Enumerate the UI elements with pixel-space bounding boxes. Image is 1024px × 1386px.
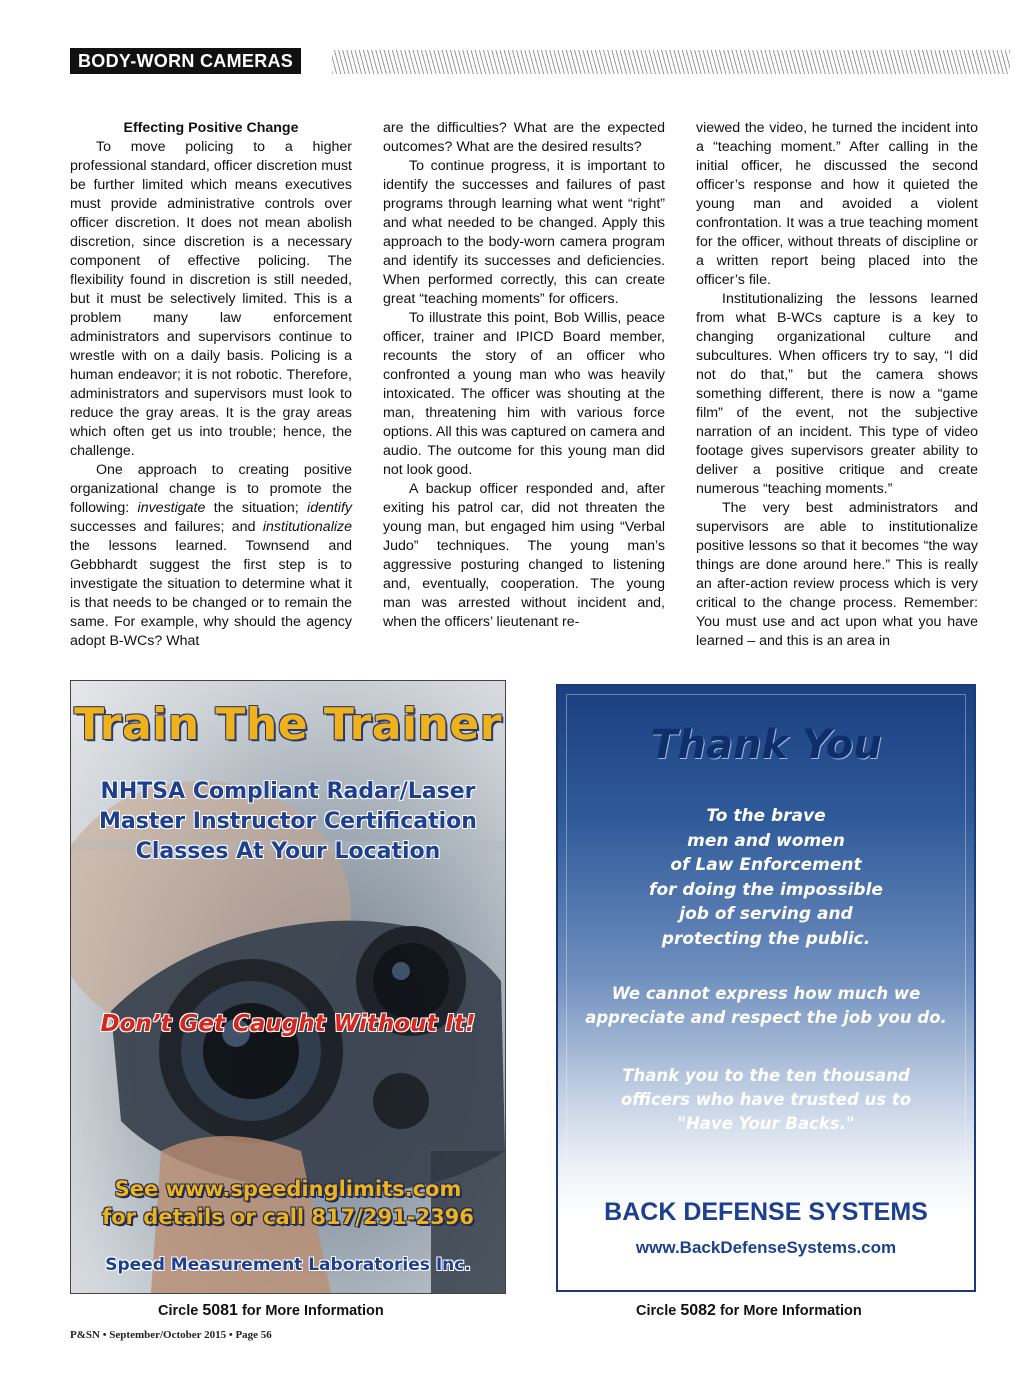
ad-message-line: job of serving and	[679, 904, 853, 924]
article-column-1	[70, 119, 352, 651]
ad-subheadline-line: Master Instructor Certification	[99, 809, 477, 834]
section-label: BODY-WORN CAMERAS	[70, 48, 301, 74]
reader-service-circle-5082	[636, 1302, 862, 1320]
article-paragraph: viewed the video, he turned the incident into a “teaching moment.” After calling in the initial officer, he discussed the second officer’s response and how it quieted the young man and avoided a violent confrontation. It was a true teaching moment for the officer, without threats of discipline or a written report being placed into the officer’s file.	[696, 120, 978, 288]
ad-message-line: "Have Your Backs."	[677, 1114, 855, 1133]
ad-subheadline	[71, 777, 505, 867]
article-paragraph: A backup officer responded and, after exiting his patrol car, did not threaten the young man, but engaged him using “Verbal Judo” techniques. The young man’s aggressive posturing changed to listening and, eventually, cooperation. The young man was arrested without incident and, when the officers’ lieutenant re-	[383, 481, 665, 630]
back-defense-systems-ad[interactable]	[556, 684, 976, 1292]
ad-message-line: of Law Enforcement	[670, 855, 862, 875]
emphasis-text: identify	[307, 500, 352, 516]
circle-number: 5081	[202, 1302, 238, 1319]
ad-tagline: Don’t Get Caught Without It!	[100, 1011, 476, 1037]
ad-message-line: officers who have trusted us to	[620, 1090, 912, 1109]
circle-prefix: Circle	[636, 1303, 681, 1319]
article-paragraph: To continue progress, it is important to identify the successes and failures of past programs through learning what went “right” and what needed to be changed. Apply this approach to the body-worn camera program and identify its successes and deficiencies. When performed correctly, this can create great “teaching moments” for officers.	[383, 158, 665, 307]
ad-headline: Thank You	[650, 722, 882, 768]
paragraph-text: the situation;	[205, 500, 308, 516]
circle-prefix: Circle	[158, 1303, 203, 1319]
ad-message-line: We cannot express how much we	[611, 984, 921, 1003]
article-paragraph	[70, 461, 352, 651]
reader-service-circle-5081	[158, 1302, 384, 1320]
article-paragraph: The very best administrators and supervisors are able to institutionalize positive lessons so that it becomes “the way things are done around here.” This is really an after-action review process which is very critical to the change process. Remember: You must use and act upon what you have learned – and this is an area in	[696, 500, 978, 649]
article-subhead: Effecting Positive Change	[123, 120, 299, 136]
circle-number: 5082	[680, 1302, 716, 1319]
section-header	[70, 48, 1010, 74]
paragraph-text: the lessons learned. Townsend and Gebbhardt suggest the first step is to investigate the situation to determine what it is that needs to be changed or to remain the same. For example, why should the agency adopt B-WCs? What	[70, 538, 352, 649]
ad-contact-line: for details or call 817/291-2396	[102, 1205, 474, 1229]
ad-subheadline-line: Classes At Your Location	[135, 839, 441, 864]
circle-suffix: for More Information	[715, 1303, 862, 1319]
ad-message	[558, 804, 974, 951]
train-the-trainer-ad[interactable]	[70, 680, 506, 1294]
ad-contact-line: See www.speedinglimits.com	[114, 1177, 462, 1201]
ad-message-line: To the brave	[706, 806, 826, 826]
ad-headline: Train The Trainer	[74, 699, 502, 750]
ad-brand-name: BACK DEFENSE SYSTEMS	[604, 1198, 928, 1226]
ad-contact	[71, 1175, 505, 1231]
article-paragraph: Institutionalizing the lessons learned from what B-WCs capture is a key to changing organizational culture and subcultures. When officers try to say, “I did not do that,” but the camera shows something different, there is now a “game film” of the event, not the subjective narration of an incident. This type of video footage gives supervisors greater ability to deliver a positive critique and create numerous “teaching moments.”	[696, 291, 978, 497]
ad-url-link[interactable]: www.BackDefenseSystems.com	[635, 1238, 897, 1257]
circle-suffix: for More Information	[237, 1303, 384, 1319]
ad-message-line: protecting the public.	[661, 928, 871, 949]
ad-subheadline-line: NHTSA Compliant Radar/Laser	[100, 779, 476, 804]
article-paragraph: To illustrate this point, Bob Willis, peace officer, trainer and IPICD Board member, recounts the story of an officer who confronted a young man who was heavily intoxicated. The officer was shouting at the man, threatening him with various force options. All this was captured on camera and audio. The outcome for this young man did not look good.	[383, 310, 665, 478]
ad-message-line: for doing the impossible	[649, 879, 883, 900]
emphasis-text: investigate	[137, 500, 206, 516]
ad-message-line: appreciate and respect the job you do.	[585, 1008, 947, 1027]
ad-message	[558, 1064, 974, 1136]
article-paragraph: To move policing to a higher professional standard, officer discretion must be further limited which means executives must provide administrative controls over officer discretion. It does not mean abolish discretion, since discretion is a necessary component of effective policing. The flexibility found in discretion is still needed, but it must be selectively limited. This is a problem many law enforcement administrators and supervisors continue to wrestle with on a daily basis. Policing is a human endeavor; it is not robotic. Therefore, administrators and supervisors must look to reduce the gray areas. It is the gray areas which often get us into trouble; hence, the challenge.	[70, 139, 352, 459]
ad-message-line: men and women	[687, 830, 845, 851]
article-column-2	[383, 119, 665, 632]
paragraph-text: successes and failures; and	[70, 519, 263, 535]
emphasis-text: institutionalize	[262, 519, 352, 535]
paragraph-text: One approach to creating positive organizational change is to promote the following:	[70, 462, 352, 516]
page-footer: P&SN • September/October 2015 • Page 56	[70, 1329, 272, 1341]
ad-message	[558, 982, 974, 1030]
article-column-3	[696, 119, 978, 651]
ad-company: Speed Measurement Laboratories Inc.	[105, 1255, 471, 1275]
header-hatch-decoration	[332, 50, 1010, 74]
ad-message-line: Thank you to the ten thousand	[622, 1066, 910, 1085]
article-paragraph: are the difficulties? What are the expected outcomes? What are the desired results?	[383, 120, 665, 155]
